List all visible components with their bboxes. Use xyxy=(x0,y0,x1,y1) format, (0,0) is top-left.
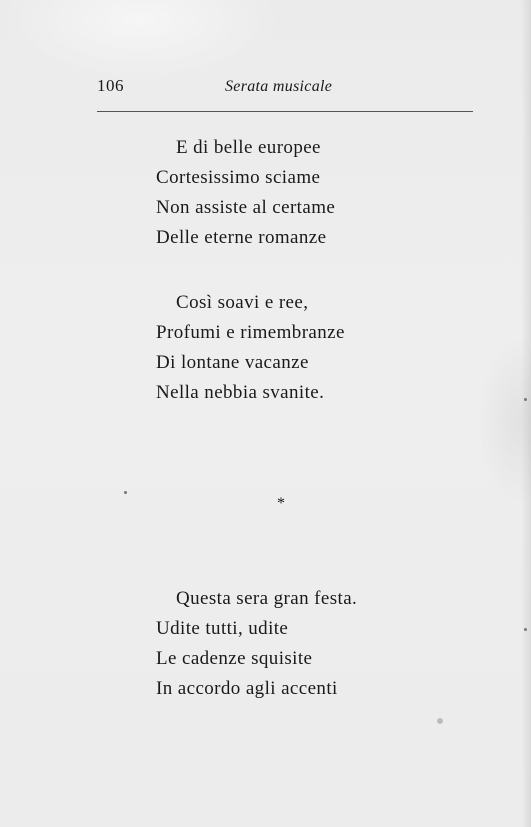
verse-line: Delle eterne romanze xyxy=(156,227,327,248)
stanza-1 xyxy=(156,133,335,253)
stanza-3 xyxy=(156,584,357,704)
page-number: 106 xyxy=(97,76,124,95)
paper-speck xyxy=(524,628,527,631)
verse-line: Cortesissimo sciame xyxy=(156,167,321,188)
verse-line: Nella nebbia svanite. xyxy=(156,382,325,403)
verse-line: Le cadenze squisite xyxy=(156,648,313,669)
running-title: Serata musicale xyxy=(225,78,333,95)
verse-line: E di belle europee xyxy=(176,137,321,158)
header-rule xyxy=(97,111,473,112)
page-header xyxy=(97,76,473,98)
paper-speck xyxy=(437,718,443,724)
verse-line: Udite tutti, udite xyxy=(156,618,289,639)
section-separator: * xyxy=(277,495,285,512)
verse-line: Di lontane vacanze xyxy=(156,352,309,373)
page-edge-shadow xyxy=(521,0,531,827)
paper-speck xyxy=(524,398,527,401)
verse-line: Non assiste al certame xyxy=(156,197,336,218)
verse-line: In accordo agli accenti xyxy=(156,678,338,699)
stanza-2 xyxy=(156,288,345,408)
paper-speck xyxy=(124,491,127,494)
verse-line: Profumi e rimembranze xyxy=(156,322,345,343)
verse-line: Questa sera gran festa. xyxy=(176,588,358,609)
verse-line: Così soavi e ree, xyxy=(176,292,309,313)
